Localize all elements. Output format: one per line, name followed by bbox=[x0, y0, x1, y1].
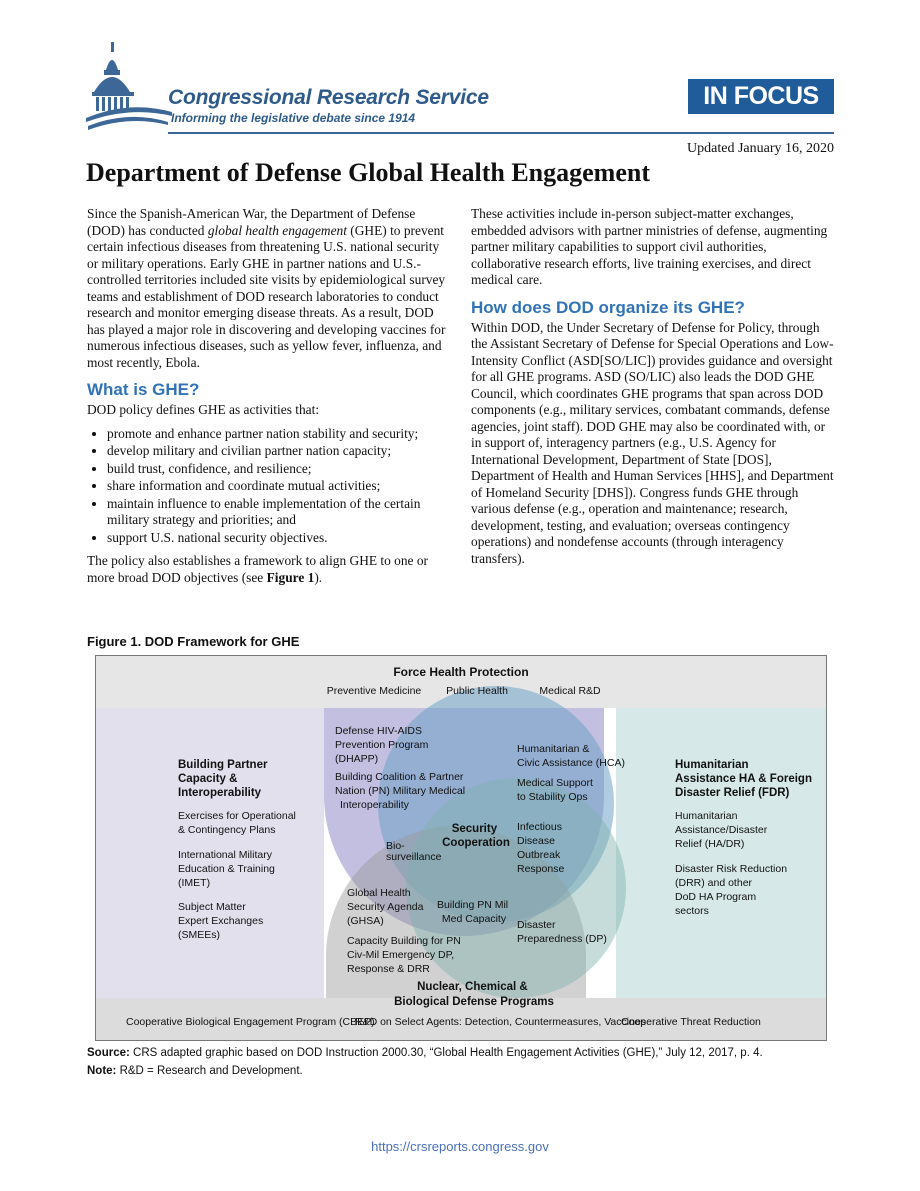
label-line: Assistance/Disaster bbox=[675, 824, 768, 836]
label-line: (IMET) bbox=[178, 877, 211, 889]
label-line: Exercises for Operational bbox=[178, 810, 296, 822]
label-line: Nation (PN) Military Medical bbox=[335, 785, 466, 797]
intro-text-1: Since the Spanish-American War, the Department of Defense (DOD) has conducted bbox=[87, 206, 416, 238]
label-line: (DRR) and other bbox=[675, 877, 753, 889]
updated-date: Updated January 16, 2020 bbox=[687, 141, 834, 156]
label-line: Security bbox=[451, 823, 498, 835]
title-line: Humanitarian bbox=[675, 759, 749, 771]
label-line: Response & DRR bbox=[347, 963, 430, 975]
list-item: • promote and enhance partner nation stability and security; bbox=[107, 426, 453, 443]
label-line: Subject Matter bbox=[178, 901, 246, 913]
label-line: Security Agenda bbox=[347, 901, 424, 913]
label-line: Medical Support bbox=[517, 777, 593, 789]
org-name: Congressional Research Service bbox=[168, 86, 489, 109]
label-line: Relief (HA/DR) bbox=[675, 838, 745, 850]
organize-paragraph: Within DOD, the Under Secretary of Defense for Policy, through the Assistant Secretary of Defense for Special Operations and Low-Intensity Conflict (ASD[SO/LIC]) provides guidance and oversight for all GHE programs. ASD (SO/LIC) also leads the DOD GHE Council, which coordinates GHE programs that span across DOD components (e.g., military services, combatant commands, defense agencies, joint staff). DOD GHE may also be coordinated with, or in support of, interagency partners (e.g., U.S. Agency for International Development, Department of State [DOS], Department of Health and Human Services [HHS], and Department of Homeland Security [DHS]). Congress funds GHE through various defense (e.g., operation and maintenance; research, development, testing, and evaluation; overseas contingency operations) and nondefense accounts (through interagency transfers). bbox=[471, 319, 834, 566]
footer-url-link[interactable]: https://crsreports.congress.gov bbox=[371, 1139, 549, 1154]
label-line: Cooperation bbox=[442, 837, 510, 849]
right-panel bbox=[616, 708, 826, 998]
label-line: to Stability Ops bbox=[517, 791, 588, 803]
cbep-label: Cooperative Biological Engagement Program (CBEP) bbox=[126, 1016, 375, 1028]
label-line: (DHAPP) bbox=[335, 753, 379, 765]
list-item: • develop military and civilian partner nation capacity; bbox=[107, 443, 453, 460]
source-label: Source: bbox=[87, 1047, 130, 1059]
figure-caption: Figure 1. DOD Framework for GHE bbox=[87, 634, 300, 649]
title-line: Capacity & bbox=[178, 773, 238, 785]
framework-paragraph bbox=[87, 553, 453, 586]
label-line: Disaster bbox=[517, 919, 556, 931]
label-line: Civic Assistance (HCA) bbox=[517, 757, 625, 769]
figure-reference-link[interactable]: Figure 1 bbox=[266, 569, 315, 585]
label-line: Med Capacity bbox=[441, 913, 507, 925]
label-line: Expert Exchanges bbox=[178, 915, 264, 927]
title-line: Biological Defense Programs bbox=[394, 996, 554, 1008]
intro-term: global health engagement bbox=[207, 222, 347, 238]
medical-rd-label: Medical R&D bbox=[539, 685, 601, 697]
title-line: Assistance HA & Foreign bbox=[675, 773, 812, 785]
label-line: Global Health bbox=[347, 887, 411, 899]
ghe-activities-list bbox=[87, 426, 453, 547]
activities-paragraph: These activities include in-person subject-matter exchanges, embedded advisors with partner ministries of defense, augmenting partner military capabilities to support civil authorities, collaborative research efforts, live training exercises, and direct medical care. bbox=[471, 206, 828, 287]
label-line: Civ-Mil Emergency DP, bbox=[347, 949, 455, 961]
label-line: Capacity Building for PN bbox=[347, 935, 461, 947]
capitol-dome-logo-icon bbox=[84, 40, 174, 132]
note-label: Note: bbox=[87, 1065, 117, 1077]
title-line: Building Partner bbox=[178, 759, 268, 771]
label-line: Disaster Risk Reduction bbox=[675, 863, 788, 875]
right-column bbox=[471, 206, 837, 574]
label-line: Infectious bbox=[517, 821, 562, 833]
ghe-framework-diagram bbox=[95, 655, 827, 1041]
venn-circle-partner-capacity bbox=[406, 778, 626, 998]
label-line: (SMEEs) bbox=[178, 929, 220, 941]
label-line: (GHSA) bbox=[347, 915, 384, 927]
figure-source bbox=[87, 1047, 763, 1059]
source-text: CRS adapted graphic based on DOD Instruction 2000.30, “Global Health Engagement Activities (GHE),” July 12, 2017, p. 4. bbox=[129, 1047, 763, 1059]
public-health-label: Public Health bbox=[446, 685, 508, 697]
preventive-medicine-label: Preventive Medicine bbox=[326, 685, 422, 697]
label-line: Building PN Mil bbox=[436, 899, 509, 911]
threat-reduction-label: Cooperative Threat Reduction bbox=[621, 1016, 761, 1028]
title-line: Nuclear, Chemical & bbox=[417, 981, 528, 993]
header-rule bbox=[168, 132, 834, 134]
figure-note bbox=[87, 1065, 303, 1077]
force-health-title: Force Health Protection bbox=[393, 665, 529, 679]
label-line: Humanitarian bbox=[675, 810, 738, 822]
heading-how-organize: How does DOD organize its GHE? bbox=[471, 297, 745, 317]
rd-select-agents-label: R&D on Select Agents: Detection, Countermeasures, Vaccines bbox=[355, 1016, 647, 1028]
title-line: Disaster Relief (FDR) bbox=[675, 787, 790, 799]
label-line: Preparedness (DP) bbox=[517, 933, 607, 945]
label-line: surveillance bbox=[386, 851, 442, 863]
label-line: Disease bbox=[517, 835, 555, 847]
label-line: sectors bbox=[675, 905, 709, 917]
title-line: Interoperability bbox=[178, 787, 262, 799]
label-line: Prevention Program bbox=[335, 739, 429, 751]
label-line: Education & Training bbox=[178, 863, 275, 875]
left-column bbox=[87, 206, 453, 593]
page-title: Department of Defense Global Health Engagement bbox=[86, 158, 650, 187]
framework-text-1: The policy also establishes a framework to align GHE to one or more broad DOD objectives (see bbox=[87, 553, 428, 585]
label-line: International Military bbox=[178, 849, 272, 861]
list-item: • build trust, confidence, and resilience; bbox=[107, 461, 453, 478]
label-line: Response bbox=[517, 863, 565, 875]
label-line: Defense HIV-AIDS bbox=[335, 725, 422, 737]
label-line: Building Coalition & Partner bbox=[335, 771, 464, 783]
list-item: • support U.S. national security objectives. bbox=[107, 530, 453, 547]
org-tagline: Informing the legislative debate since 1914 bbox=[171, 111, 416, 125]
label-line: Humanitarian & bbox=[517, 743, 590, 755]
list-item: • share information and coordinate mutual activities; bbox=[107, 478, 453, 495]
label-line: Outbreak bbox=[517, 849, 561, 861]
label-line: & Contingency Plans bbox=[178, 824, 276, 836]
heading-what-is-ghe: What is GHE? bbox=[87, 380, 200, 399]
label-line: DoD HA Program bbox=[675, 891, 757, 903]
label-line: Interoperability bbox=[340, 799, 409, 811]
framework-text-2: ). bbox=[314, 569, 323, 585]
list-item: • maintain influence to enable implementation of the certain military strategy and priorities; and bbox=[107, 496, 453, 529]
note-text: R&D = Research and Development. bbox=[116, 1065, 303, 1077]
label-line: Bio- bbox=[386, 840, 405, 852]
policy-intro: DOD policy defines GHE as activities that: bbox=[87, 402, 320, 417]
in-focus-badge: IN FOCUS bbox=[688, 79, 834, 114]
intro-paragraph bbox=[87, 206, 453, 371]
intro-text-2: (GHE) to prevent certain infectious diseases from threatening U.S. national security or military operations. Early GHE in partner nations and U.S.-controlled territories included site visits by epidemiological survey teams and establishment of DOD research laboratories to conduct research and monitor emerging disease threats. As a result, DOD has played a major role in discovering and developing vaccines for numerous infectious diseases, such as yellow fever, influenza, and most recently, Ebola. bbox=[87, 222, 446, 370]
